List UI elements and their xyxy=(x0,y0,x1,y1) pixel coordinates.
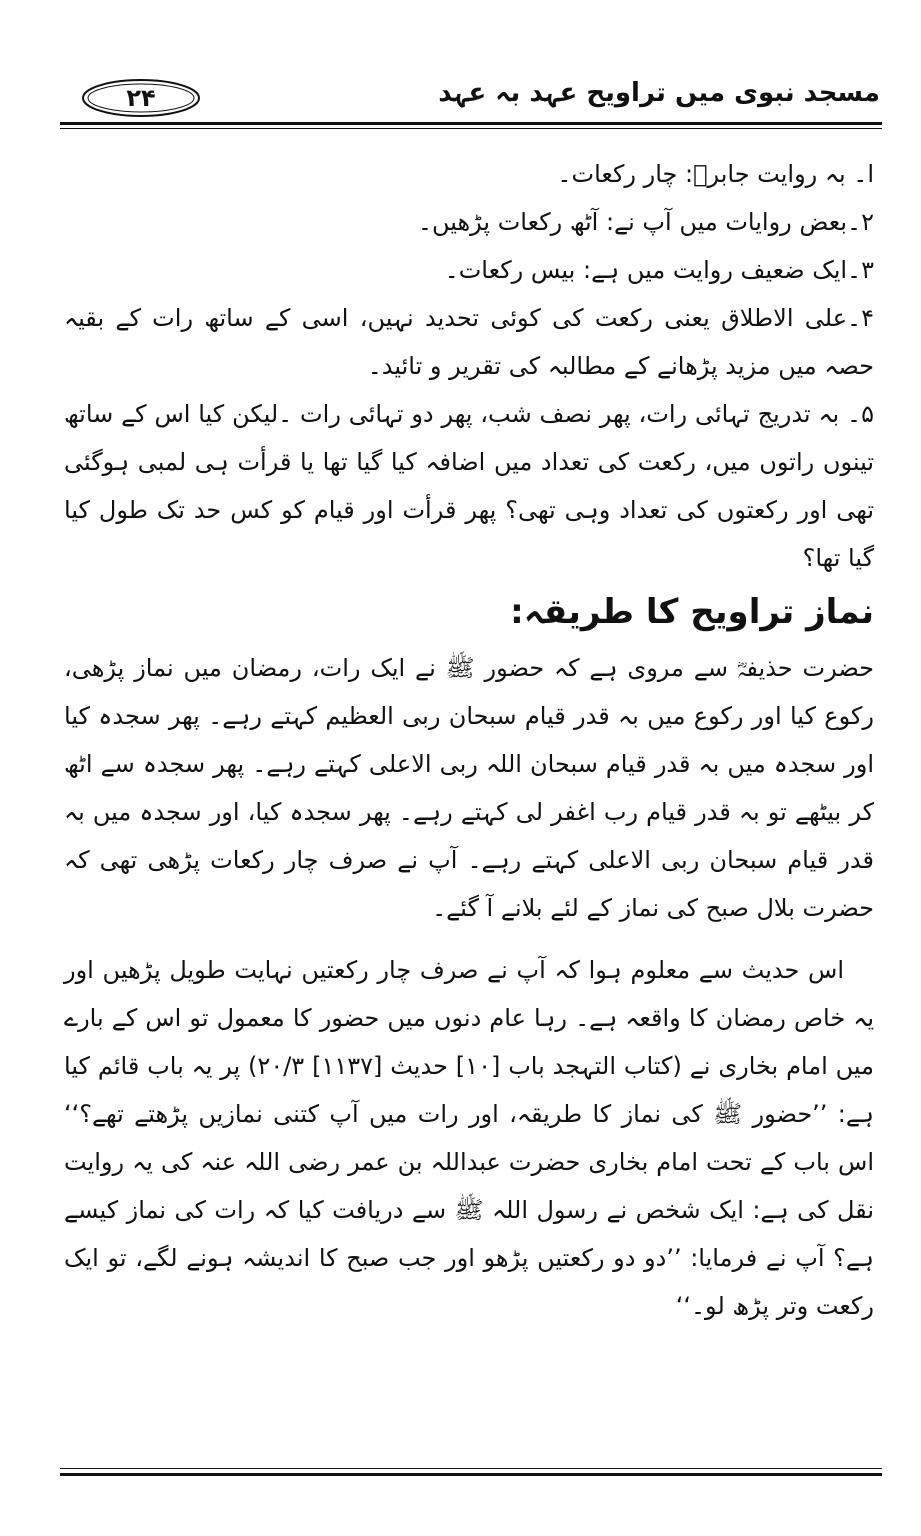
page-body xyxy=(64,150,874,1330)
list-item-5: ۵۔ بہ تدریج تہائی رات، پھر نصف شب، پھر دو تہائی رات ۔لیکن کیا اس کے ساتھ تینوں راتوں میں، رکعت کی تعداد میں اضافہ کیا گیا تھا یا قرأت ہی لمبی ہوگئی تھی اور رکعتوں کی تعداد وہی تھی؟ پھر قرأت اور قیام کو کس حد تک طول کیا گیا تھا؟ xyxy=(64,400,874,572)
page-header xyxy=(60,70,880,126)
section-heading: نماز تراویح کا طریقہ: xyxy=(510,592,874,632)
paragraph-gap xyxy=(64,932,874,946)
list-item-3: ۳۔ایک ضعیف روایت میں ہے: بیس رکعات۔ xyxy=(444,256,874,284)
page-number-badge xyxy=(80,76,202,120)
header-rule-thick xyxy=(60,122,882,125)
list-item-1: ا۔ بہ روایت جابرؓ: چار رکعات۔ xyxy=(557,160,874,188)
paragraph-hadith-hudhaifa: حضرت حذیفہؓ سے مروی ہے کہ حضور ﷺ نے ایک رات، رمضان میں نماز پڑھی، رکوع کیا اور رکوع میں بہ قدر قیام سبحان ربی العظیم کہتے رہے۔ پھر سجدہ کیا اور سجدہ میں بہ قدر قیام سبحان اللہ ربی الاعلی کہتے رہے۔ پھر سجدہ سے اٹھ کر بیٹھے تو بہ قدر قیام رب اغفر لی کہتے رہے۔ پھر سجدہ کیا، اور سجدہ میں بہ قدر قیام سبحان ربی الاعلی کہتے رہے۔ آپ نے صرف چار رکعات پڑھی تھی کہ حضرت بلال صبح کی نماز کے لئے بلانے آ گئے۔ xyxy=(64,654,874,922)
footer-rule-thin xyxy=(60,1468,882,1469)
running-title: مسجد نبوی میں تراویح عہد بہ عہد xyxy=(438,78,880,108)
paragraph-bukhari-explanation: اس حدیث سے معلوم ہوا کہ آپ نے صرف چار رکعتیں نہایت طویل پڑھیں اور یہ خاص رمضان کا واقعہ ہے۔ رہا عام دنوں میں حضور کا معمول تو اس کے بارے میں امام بخاری نے (کتاب التہجد باب [۱۰] حدیث [۱۱۳۷] ۲۰/۳) پر یہ باب قائم کیا ہے: ’’حضور ﷺ کی نماز کا طریقہ، اور رات میں آپ کتنی نمازیں پڑھتے تھے؟‘‘ اس باب کے تحت امام بخاری حضرت عبداللہ بن عمر رضی اللہ عنہ کی یہ روایت نقل کی ہے: ایک شخص نے رسول اللہ ﷺ سے دریافت کیا کہ رات کی نماز کیسے ہے؟ آپ نے فرمایا: ’’دو دو رکعتیں پڑھو اور جب صبح کا اندیشہ ہونے لگے، تو ایک رکعت وتر پڑھ لو۔‘‘ xyxy=(64,956,875,1320)
list-item-2: ۲۔بعض روایات میں آپ نے: آٹھ رکعات پڑھیں۔ xyxy=(417,208,874,236)
page-number: ۲۴ xyxy=(126,84,156,112)
footer-rule-thick xyxy=(60,1473,882,1476)
list-item-4: ۴۔علی الاطلاق یعنی رکعت کی کوئی تحدید نہیں، اسی کے ساتھ رات کے بقیہ حصہ میں مزید پڑھانے کے مطالبہ کی تقریر و تائید۔ xyxy=(64,304,874,380)
header-rule-thin xyxy=(60,128,882,129)
